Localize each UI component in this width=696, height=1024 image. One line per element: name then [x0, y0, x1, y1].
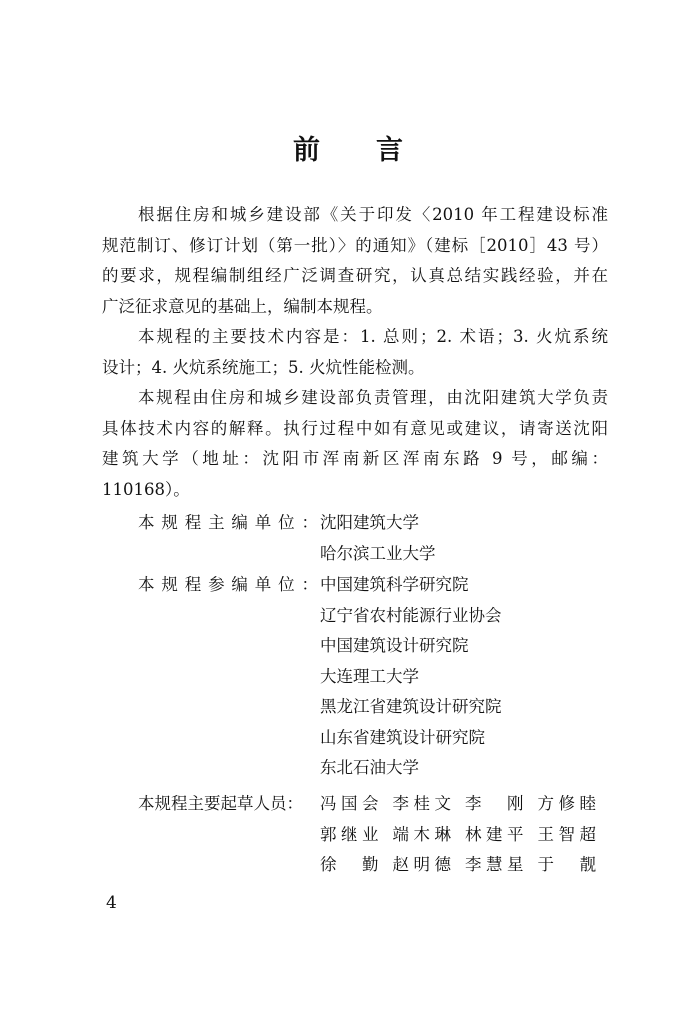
intro-line-4: 广泛征求意见的基础上，编制本规程。: [102, 296, 383, 316]
page-title: [0, 128, 696, 167]
chief-unit: 沈阳建筑大学: [320, 513, 419, 532]
drafters-row: [320, 820, 610, 851]
drafter-name: 赵明德: [392, 855, 451, 874]
page-number: 4: [106, 893, 117, 913]
drafter-name: 冯国会: [320, 794, 379, 813]
drafter-name: 李慧星: [465, 855, 524, 874]
participating-units-label: 本规程参编单位：: [138, 575, 318, 594]
participating-unit: 大连理工大学: [320, 666, 419, 686]
drafter-name: 端木琳: [392, 824, 451, 844]
chief-unit: 哈尔滨工业大学: [320, 543, 436, 563]
management-line-4: 110168）。: [102, 479, 190, 499]
participating-unit: 中国建筑设计研究院: [320, 636, 469, 655]
drafter-name: 李 刚: [465, 794, 524, 813]
drafters-row: [320, 850, 610, 881]
participating-units-list: [320, 570, 502, 784]
drafters-grid: [320, 789, 610, 881]
drafter-name: 郭继业: [320, 824, 379, 844]
intro-line-1: 根据住房和城乡建设部《关于印发〈2010 年工程建设标准: [138, 205, 608, 224]
drafter-name: 李桂文: [392, 794, 451, 813]
management-line-2: 具体技术内容的解释。执行过程中如有意见或建议，请寄送沈阳: [102, 418, 608, 438]
contents-paragraph: [102, 322, 608, 383]
title-char-2: 言: [376, 135, 403, 166]
participating-unit: 东北石油大学: [320, 758, 419, 777]
intro-line-2: 规范制订、修订计划（第一批）〉的通知》（建标［2010］43 号）: [102, 235, 608, 255]
drafters-label: 本规程主要起草人员：: [138, 794, 303, 813]
drafter-name: 徐 勤: [320, 855, 379, 874]
title-char-1: 前: [293, 135, 320, 166]
management-paragraph: [102, 383, 608, 505]
participating-unit: 辽宁省农村能源行业协会: [320, 605, 502, 625]
contents-line-1: 本规程的主要技术内容是：1. 总则；2. 术语；3. 火炕系统: [138, 327, 608, 346]
drafter-name: 方修睦: [537, 794, 596, 813]
intro-paragraph: [102, 200, 608, 322]
participating-unit: 山东省建筑设计研究院: [320, 727, 485, 747]
chief-units-list: [320, 508, 436, 569]
chief-units-label: 本规程主编单位：: [138, 513, 318, 532]
contents-line-2: 设计；4. 火炕系统施工；5. 火炕性能检测。: [102, 357, 425, 377]
drafters-row: [320, 789, 610, 820]
participating-unit: 中国建筑科学研究院: [320, 575, 469, 594]
management-line-3: 建筑大学（地址：沈阳市浑南新区浑南东路 9 号，邮编：: [102, 449, 608, 468]
drafter-name: 于 靓: [537, 855, 596, 874]
participating-unit: 黑龙江省建筑设计研究院: [320, 697, 502, 716]
management-line-1: 本规程由住房和城乡建设部负责管理，由沈阳建筑大学负责: [138, 388, 608, 407]
drafter-name: 林建平: [465, 824, 524, 844]
intro-line-3: 的要求，规程编制组经广泛调查研究，认真总结实践经验，并在: [102, 266, 608, 285]
drafter-name: 王智超: [537, 824, 596, 844]
